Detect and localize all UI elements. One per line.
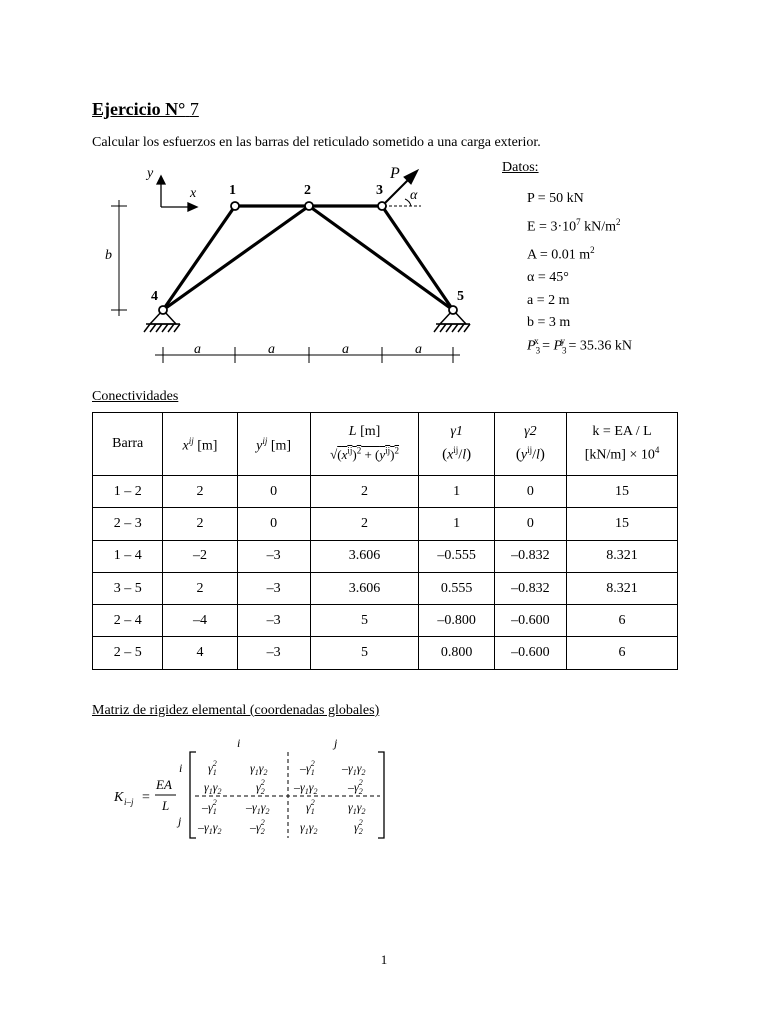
page-number: 1 [380, 952, 388, 967]
table-cell: 3.606 [310, 572, 419, 604]
table-cell: 0 [237, 508, 310, 540]
table-row [93, 605, 678, 637]
truss-bars [163, 206, 453, 310]
svg-text:EA: EA [156, 777, 172, 792]
table-cell: –4 [163, 605, 237, 637]
exercise-title: Ejercicio N° 7 [92, 99, 199, 119]
table-cell: 3.606 [310, 540, 419, 572]
table-cell: 2 – 5 [93, 637, 163, 669]
svg-text:K: K [114, 790, 124, 805]
table-row [93, 540, 678, 572]
svg-text:γ12: $\gamma_12$ [208, 759, 217, 777]
axis-x-label: x [190, 186, 197, 201]
svg-text:γ1γ2: $\gamma_1\gamma_2$ [300, 820, 318, 836]
table-cell: 2 [163, 572, 237, 604]
table-cell: 5 [310, 637, 419, 669]
node-label-1: 1 [229, 183, 236, 198]
matrix-row-label-j: j [178, 814, 182, 828]
exercise-number: 7 [189, 99, 199, 119]
datos-a: a = 2 m [527, 292, 570, 308]
svg-text:–γ22: $-\gamma_22$ [250, 818, 265, 836]
datos-p3-components: $P_3^x = P_3^y = 35.36$ kN [527, 336, 633, 356]
table-cell: 6 [567, 637, 678, 669]
datos-heading: Datos: [502, 160, 539, 175]
svg-text:–γ12: $-\gamma_12$ [202, 798, 217, 816]
header-k: k = EA / L $[kN/m] \times 10^4$ [567, 413, 678, 476]
node-1 [231, 202, 239, 210]
datos-alpha: α = 45° [527, 270, 569, 286]
table-cell: 15 [567, 476, 678, 508]
table-cell: 8.321 [567, 540, 678, 572]
table-cell: 0 [237, 476, 310, 508]
table-cell: 0 [494, 508, 566, 540]
datos-P: P = 50 kN [527, 191, 584, 206]
table-cell: –0.555 [419, 540, 494, 572]
table-cell: –3 [237, 572, 310, 604]
table-cell: –0.600 [494, 637, 566, 669]
table-cell: –3 [237, 540, 310, 572]
svg-text:–γ22: $-\gamma_22$ [348, 778, 363, 796]
table-cell: –2 [163, 540, 237, 572]
svg-text:γ1γ2: $\gamma_1\gamma_2$ [250, 761, 268, 777]
table-cell: 1 – 2 [93, 476, 163, 508]
bar-2-4 [163, 206, 309, 310]
bar-3-5 [382, 206, 453, 310]
table-cell: 4 [163, 637, 237, 669]
node-3 [378, 202, 386, 210]
table-cell: 2 – 3 [93, 508, 163, 540]
dimension-b-label: b [105, 248, 112, 263]
table-cell: 2 – 4 [93, 605, 163, 637]
svg-text:L: L [162, 798, 170, 813]
table-row [93, 572, 678, 604]
svg-text:γ1γ2: $\gamma_1\gamma_2$ [204, 780, 222, 796]
node-label-5: 5 [457, 289, 464, 304]
stiffness-matrix-formula [110, 732, 400, 842]
table-cell: 1 [419, 476, 494, 508]
dimension-a-label-1: a [194, 342, 201, 357]
load-label: P [390, 165, 400, 182]
svg-text:γ22: $\gamma_22$ [354, 818, 363, 836]
header-barra: Barra [93, 413, 163, 476]
matrix-col-label-j: j [334, 736, 338, 750]
table-cell: 0.800 [419, 637, 494, 669]
table-cell: –0.832 [494, 540, 566, 572]
table-cell: 2 [310, 476, 419, 508]
dimension-a-label-4: a [415, 342, 422, 357]
matrix-row-label-i: i [179, 761, 183, 775]
node-label-2: 2 [304, 183, 311, 198]
truss-diagram [92, 160, 492, 370]
table-row [93, 508, 678, 540]
angle-label: α [410, 188, 418, 203]
matriz-heading: Matriz de rigidez elemental (coordenadas globales) [92, 703, 380, 718]
table-cell: –0.800 [419, 605, 494, 637]
conectividades-heading: Conectividades [92, 389, 179, 404]
table-cell: 15 [567, 508, 678, 540]
table-cell: 2 [163, 508, 237, 540]
header-gamma1: γ1 $(x^{ij}/l)$ [419, 413, 494, 476]
table-cell: 0 [494, 476, 566, 508]
datos-A: A = 0.01 $m^2$ [527, 244, 595, 263]
axis-y-label: y [147, 166, 154, 181]
table-cell: 6 [567, 605, 678, 637]
table-row [93, 476, 678, 508]
node-4 [159, 306, 167, 314]
datos-E: $E = 3\cdot 10^7$ $kN/m^2$ [527, 216, 621, 235]
node-2 [305, 202, 313, 210]
node-5 [449, 306, 457, 314]
svg-text:–γ1γ2: $-\gamma_1\gamma_2$ [342, 761, 366, 777]
table-cell: –3 [237, 637, 310, 669]
truss-nodes [159, 202, 457, 314]
dimension-a-label-2: a [268, 342, 275, 357]
header-xij: $x^{ij}$ [m] [163, 413, 237, 476]
dimension-b [111, 200, 127, 316]
table-cell: –3 [237, 605, 310, 637]
datos-list [527, 188, 621, 335]
svg-text:–γ1γ2: $-\gamma_1\gamma_2$ [294, 780, 318, 796]
matrix-col-label-i: i [237, 736, 241, 750]
table-cell: –0.600 [494, 605, 566, 637]
dimension-a-label-3: a [342, 342, 349, 357]
table-row [93, 637, 678, 669]
table-cell: 1 [419, 508, 494, 540]
svg-text:γ12: $\gamma_12$ [306, 798, 315, 816]
table-cell: 1 – 4 [93, 540, 163, 572]
table-cell: 2 [310, 508, 419, 540]
intro-text: Calcular los esfuerzos en las barras del reticulado sometido a una carga exterior. [92, 135, 541, 150]
svg-text:γ22: $\gamma_22$ [256, 778, 265, 796]
svg-text:–γ1γ2: $-\gamma_1\gamma_2$ [198, 820, 222, 836]
table-cell: 5 [310, 605, 419, 637]
header-gamma2: γ2 $(y^{ij}/l)$ [494, 413, 566, 476]
node-label-4: 4 [151, 289, 158, 304]
header-yij: $y^{ij}$ [m] [237, 413, 310, 476]
table-cell: –0.832 [494, 572, 566, 604]
table-cell: 0.555 [419, 572, 494, 604]
header-L: L [m] $√(x^{ij})^2 + (y^{ij})^2$ [310, 413, 419, 476]
table-cell: 8.321 [567, 572, 678, 604]
node-label-3: 3 [376, 183, 383, 198]
svg-text:=: = [142, 790, 150, 805]
bar-2-5 [309, 206, 453, 310]
table-cell: 3 – 5 [93, 572, 163, 604]
svg-text:γ1γ2: $\gamma_1\gamma_2$ [348, 800, 366, 816]
table-header-row [93, 413, 678, 476]
datos-b: b = 3 m [527, 315, 571, 331]
table-cell: 2 [163, 476, 237, 508]
svg-text:–γ1γ2: $-\gamma_1\gamma_2$ [246, 800, 270, 816]
bar-1-4 [163, 206, 235, 310]
svg-text:–γ12: $-\gamma_12$ [300, 759, 315, 777]
conectividades-table [92, 412, 678, 670]
svg-text:i–j: i–j [124, 797, 134, 807]
